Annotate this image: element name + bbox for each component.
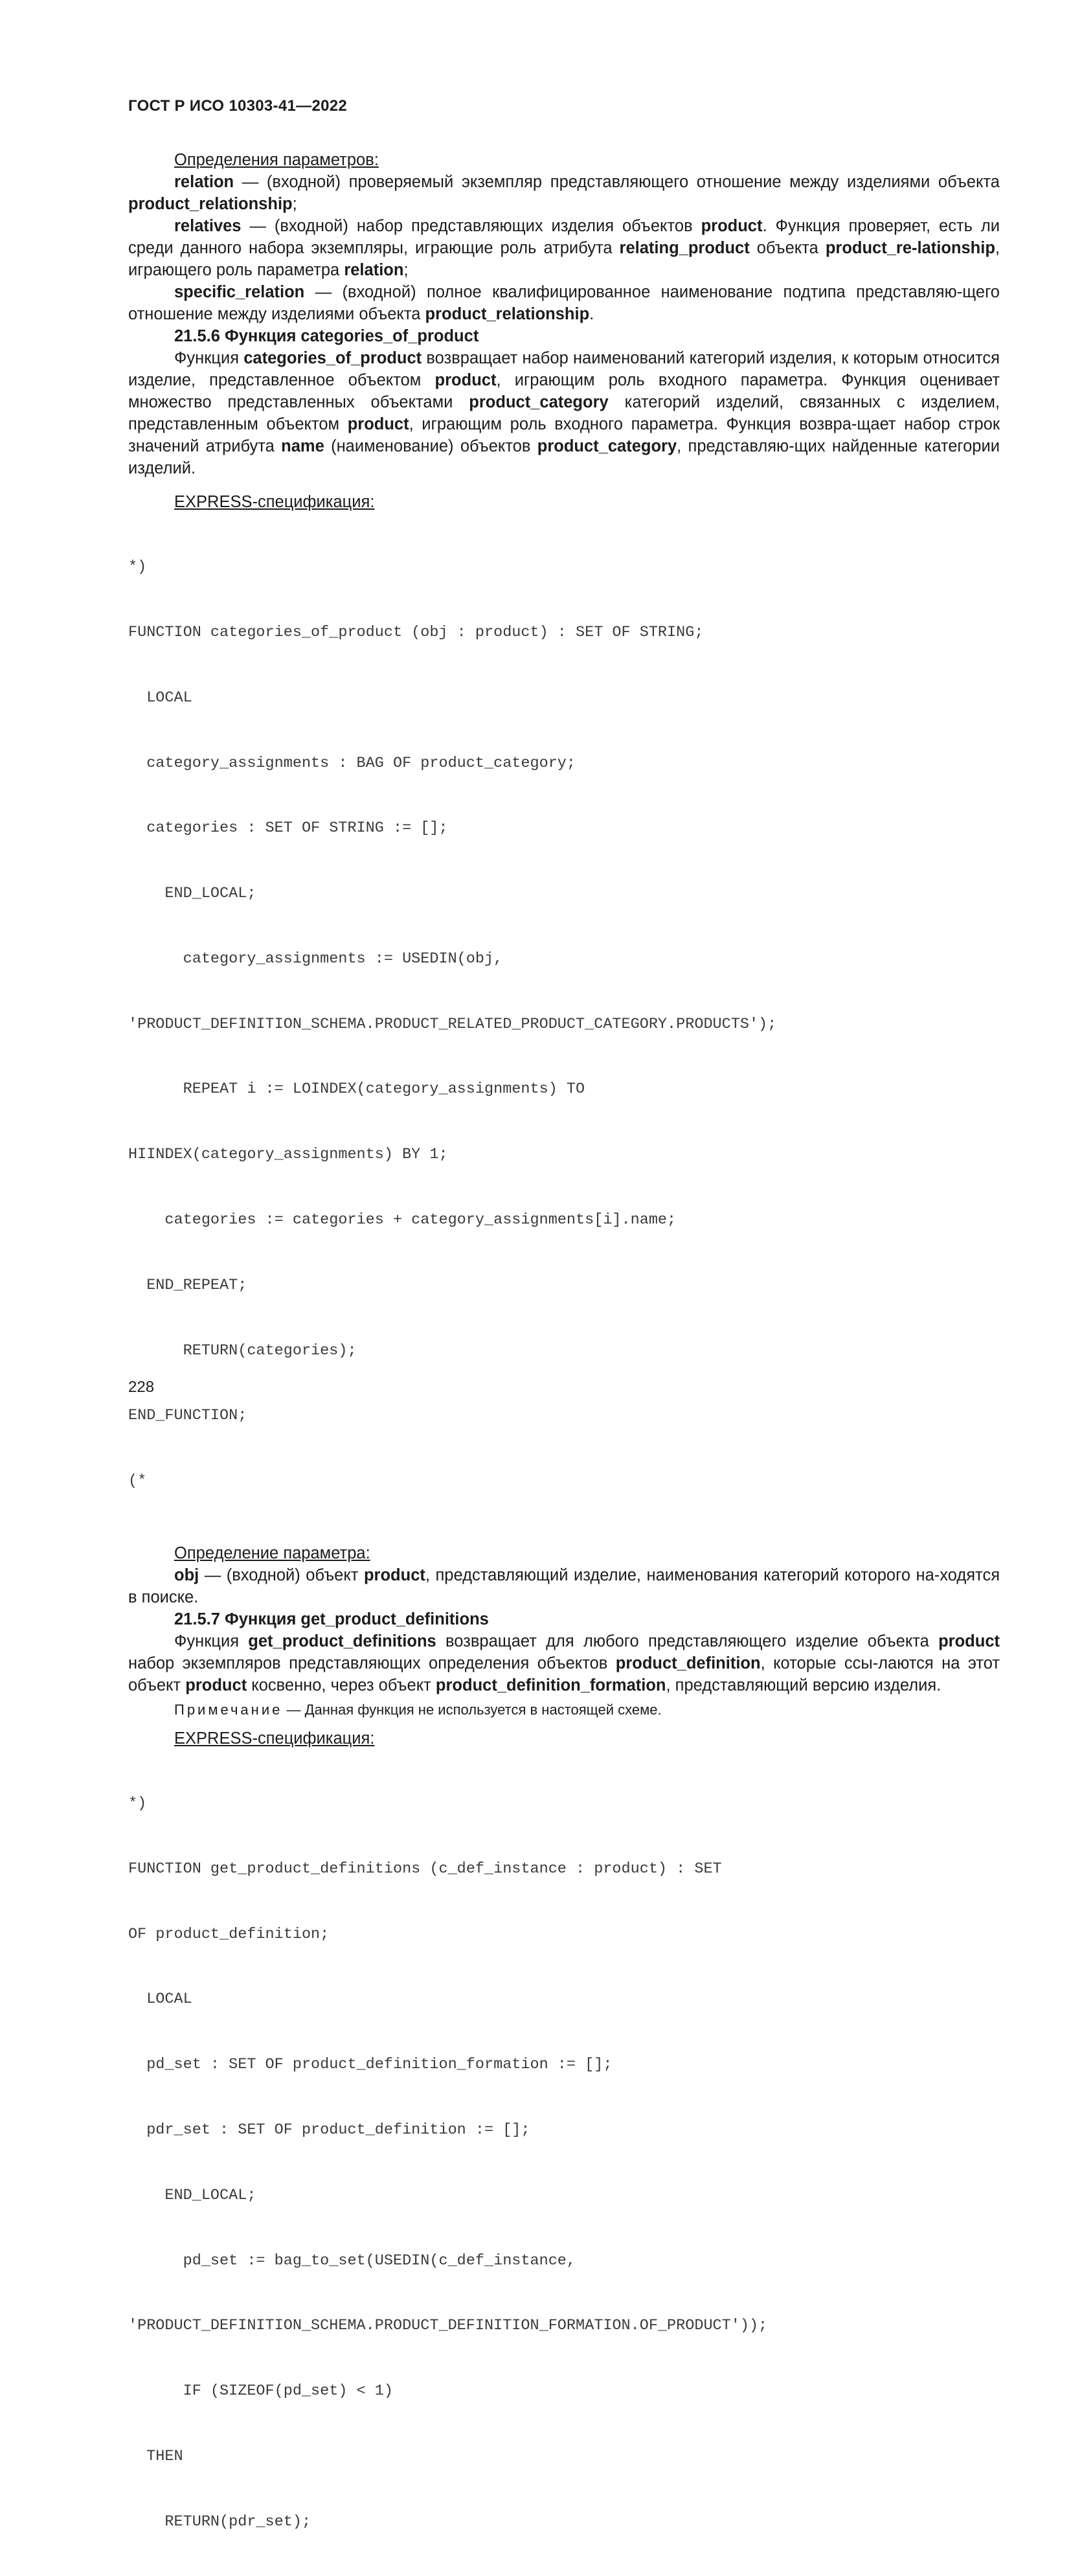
code-line: *) <box>128 558 147 576</box>
code-line: RETURN(categories); <box>128 1341 357 1360</box>
ref: product <box>347 415 409 433</box>
note <box>128 1699 1000 1721</box>
ref: product_definition_formation <box>435 1676 666 1694</box>
code-line: END_LOCAL; <box>128 2186 256 2204</box>
ref: name <box>281 437 324 455</box>
text: . Функция проверяет, есть ли среди данного набора экземпляры, играющие роль атрибута <box>128 217 1000 257</box>
code-line: pdr_set : SET OF product_definition := []; <box>128 2121 530 2139</box>
text: объекта <box>749 239 826 257</box>
page-content <box>128 149 1000 2576</box>
text: категорий изделий, связанных с изделием, представленным объектом <box>128 393 1000 433</box>
ref: product <box>938 1632 1000 1650</box>
text: (наименование) объектов <box>324 437 537 455</box>
code-line: THEN <box>128 2447 183 2465</box>
code-line: category_assignments : BAG OF product_category; <box>128 754 576 772</box>
text: , представляю-щих найденные категории изделий. <box>128 437 1000 477</box>
text: — (входной) полное квалифицированное наименование подтипа представляю-щего отношение между изделиями объекта <box>128 283 1000 323</box>
express-caption: EXPRESS-спецификация: <box>174 493 375 511</box>
text: косвенно, через объект <box>247 1676 436 1694</box>
ref: product <box>363 1566 425 1584</box>
text: Функция <box>174 349 244 367</box>
parameters-caption: Определения параметров: <box>174 151 379 169</box>
code-line: REPEAT i := LOINDEX(category_assignments) TO <box>128 1080 585 1099</box>
term: relation <box>174 173 234 191</box>
code-line: (* <box>128 1472 147 1490</box>
param-relatives <box>128 215 1000 281</box>
express-caption: EXPRESS-спецификация: <box>174 1729 375 1748</box>
code-line: HIINDEX(category_assignments) BY 1; <box>128 1146 448 1164</box>
text: — (входной) проверяемый экземпляр представляющего отношение между изделиями объекта <box>234 173 1000 191</box>
note-label: Примечание <box>174 1701 283 1718</box>
document-header: ГОСТ Р ИСО 10303-41—2022 <box>128 97 348 115</box>
code-line: *) <box>128 1795 147 1813</box>
code-line: FUNCTION categories_of_product (obj : product) : SET OF STRING; <box>128 623 704 641</box>
ref: product_definition <box>615 1654 761 1672</box>
code-line: FUNCTION get_product_definitions (c_def_instance : product) : SET <box>128 1860 722 1878</box>
param-relation <box>128 171 1000 215</box>
ref: get_product_definitions <box>248 1632 436 1650</box>
code-line: pd_set := bag_to_set(USEDIN(c_def_instance, <box>128 2251 576 2270</box>
code-line: category_assignments := USEDIN(obj, <box>128 950 503 968</box>
text: . <box>589 305 594 323</box>
code-line: pd_set : SET OF product_definition_formation := []; <box>128 2056 613 2074</box>
ref: relation <box>344 261 404 279</box>
code-line: OF product_definition; <box>128 1925 330 1943</box>
page-number: 228 <box>128 1378 155 1396</box>
ref: relating_product <box>619 239 750 257</box>
note-text: — Данная функция не используется в настоящей схеме. <box>282 1701 662 1718</box>
code-line: IF (SIZEOF(pd_set) < 1) <box>128 2382 393 2400</box>
text: , представляющий версию изделия. <box>666 1676 941 1694</box>
code-line: 'PRODUCT_DEFINITION_SCHEMA.PRODUCT_DEFINITION_FORMATION.OF_PRODUCT')); <box>128 2317 768 2335</box>
ref: product <box>701 217 763 235</box>
ref: product_re-lationship <box>825 239 995 257</box>
code-line: LOCAL <box>128 689 192 707</box>
text: Функция <box>174 1632 249 1650</box>
ref: categories_of_product <box>243 349 422 367</box>
section-body-21-5-7 <box>128 1630 1000 1696</box>
code-line: END_LOCAL; <box>128 885 256 903</box>
param-specific-relation <box>128 281 1000 325</box>
code-line: RETURN(pdr_set); <box>128 2513 311 2531</box>
ref: product_category <box>469 393 609 411</box>
code-line: END_REPEAT; <box>128 1276 247 1294</box>
text: , играющим роль входного параметра. Функция возвра-щает набор строк значений атрибута <box>128 415 1000 455</box>
code-line: 'PRODUCT_DEFINITION_SCHEMA.PRODUCT_RELATED_PRODUCT_CATEGORY.PRODUCTS'); <box>128 1015 777 1033</box>
parameter-caption: Определение параметра: <box>174 1544 370 1562</box>
ref: product_category <box>537 437 677 455</box>
express-code-block <box>128 1750 1000 2576</box>
text: ; <box>403 261 409 279</box>
section-heading-21-5-6: 21.5.6 Функция categories_of_product <box>174 327 479 345</box>
param-obj <box>128 1564 1000 1608</box>
term: specific_relation <box>174 283 305 301</box>
term: relatives <box>174 217 242 235</box>
code-line: categories := categories + category_assignments[i].name; <box>128 1211 677 1229</box>
text: возвращает для любого представляющего изделие объекта <box>436 1632 939 1650</box>
code-line: categories : SET OF STRING := []; <box>128 819 448 838</box>
text: , играющим роль входного параметра. Функция оценивает множество представленных объектами <box>128 371 1000 411</box>
text: , которые ссы-лаются на этот объект <box>128 1654 1000 1694</box>
ref: product_relationship <box>425 305 590 323</box>
code-line: END_FUNCTION; <box>128 1407 247 1425</box>
ref: product_relationship <box>128 195 293 213</box>
term: obj <box>174 1566 199 1584</box>
text: ; <box>292 195 297 213</box>
text: возвращает набор наименований категорий изделия, к которым относится изделие, представленное объектом <box>128 349 1000 389</box>
text: — (входной) набор представляющих изделия объектов <box>241 217 701 235</box>
section-heading-21-5-7: 21.5.7 Функция get_product_definitions <box>174 1610 489 1628</box>
text: , играющего роль параметра <box>128 239 1000 279</box>
ref: product <box>434 371 497 389</box>
text: набор экземпляров представляющих определения объектов <box>128 1654 616 1672</box>
express-code-block <box>128 513 1000 1536</box>
text: — (входной) объект <box>199 1566 364 1584</box>
ref: product <box>185 1676 247 1694</box>
code-line: LOCAL <box>128 1990 192 2009</box>
text: , представляющий изделие, наименования категорий которого на-ходятся в поиске. <box>128 1566 1000 1606</box>
section-body-21-5-6 <box>128 347 1000 479</box>
